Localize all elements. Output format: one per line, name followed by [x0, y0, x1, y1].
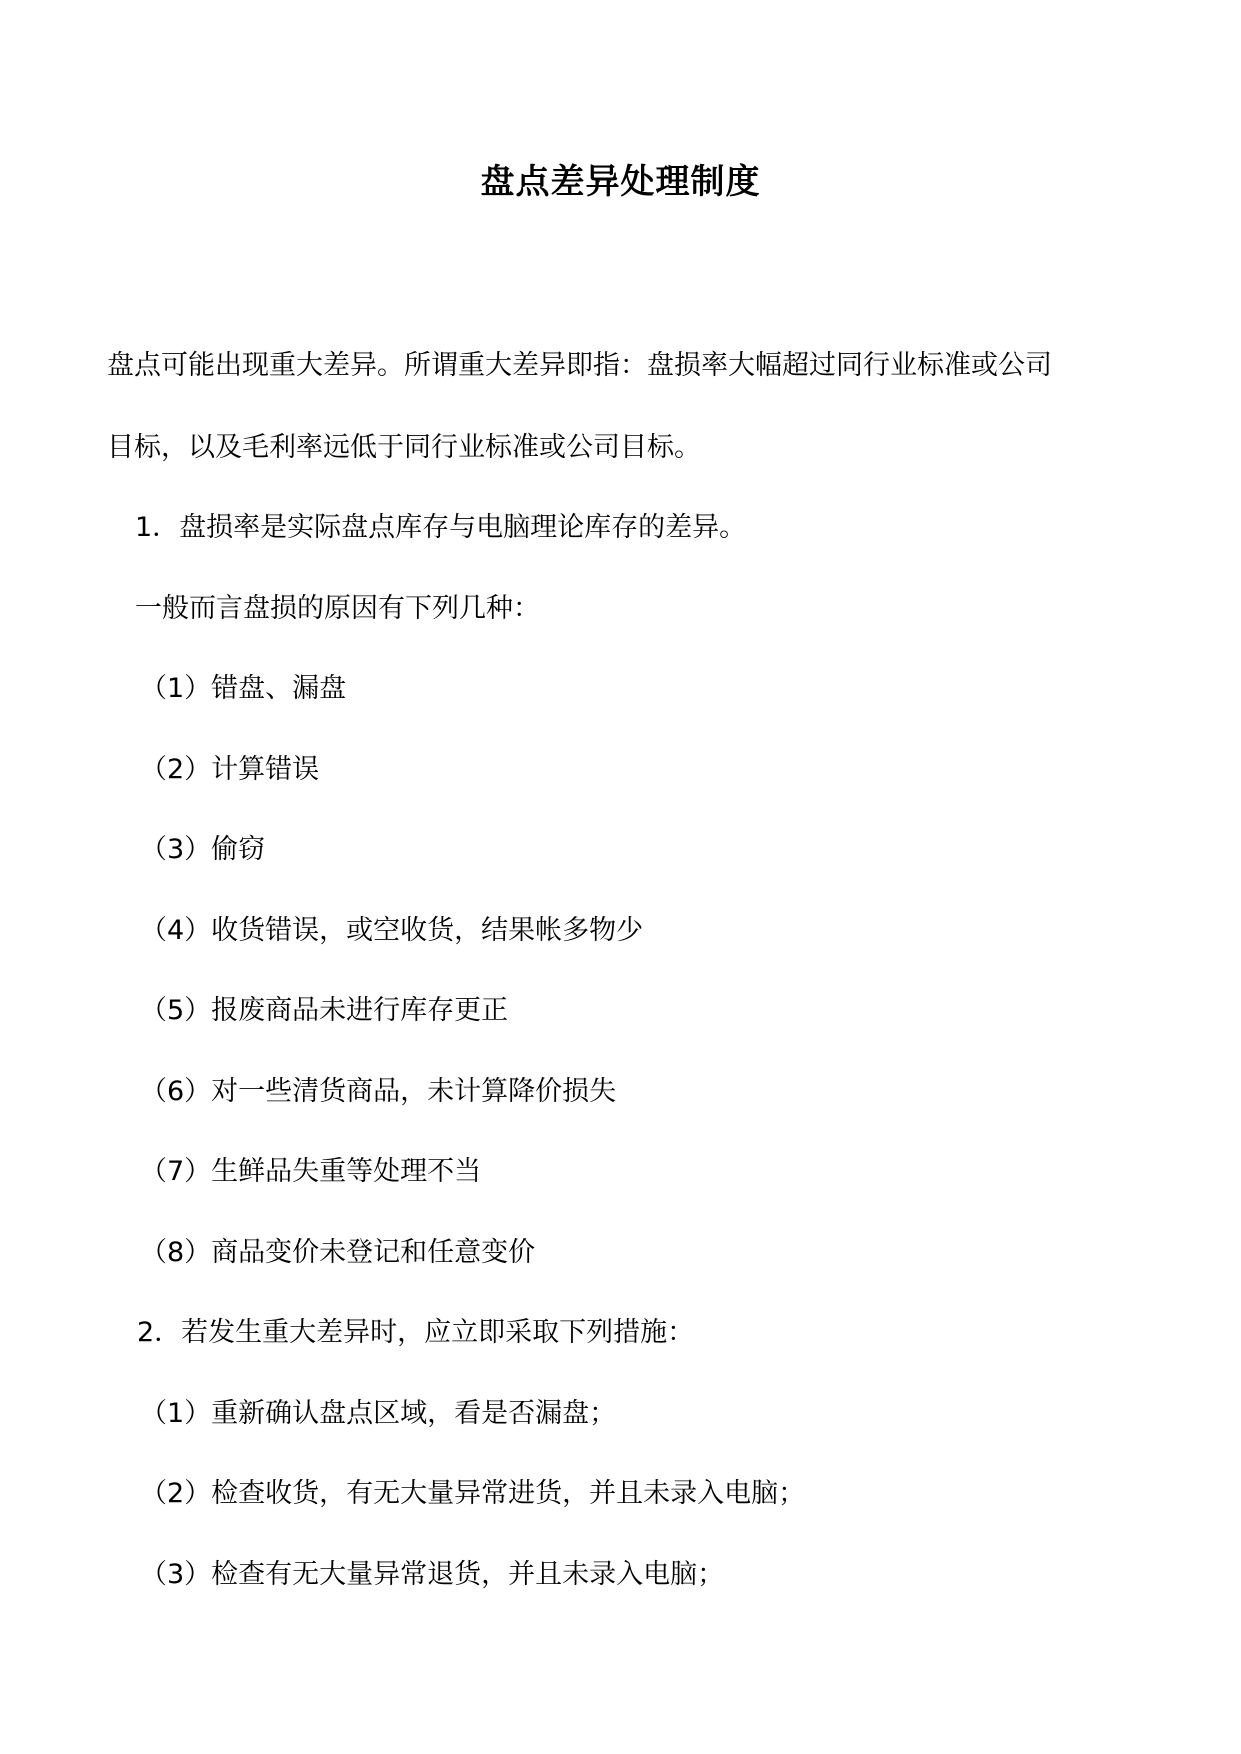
list-item: （5）报废商品未进行库存更正	[140, 995, 509, 1026]
list-item: （3）偷窃	[140, 834, 266, 865]
list-item: （3）检查有无大量异常退货，并且未录入电脑；	[140, 1559, 725, 1590]
list-item: （7）生鲜品失重等处理不当	[140, 1156, 482, 1187]
section-2-heading: 2．若发生重大差异时，应立即采取下列措施：	[137, 1317, 695, 1348]
section-1-heading: 1．盘损率是实际盘点库存与电脑理论库存的差异。	[135, 512, 747, 543]
list-item: （1）错盘、漏盘	[140, 673, 347, 704]
list-item: （8）商品变价未登记和任意变价	[140, 1237, 536, 1268]
list-item: （2）检查收货，有无大量异常进货，并且未录入电脑；	[140, 1478, 806, 1509]
intro-paragraph-line-1: 盘点可能出现重大差异。所谓重大差异即指：盘损率大幅超过同行业标准或公司	[107, 350, 1052, 381]
list-item: （1）重新确认盘点区域，看是否漏盘；	[140, 1398, 617, 1429]
list-item: （6）对一些清货商品，未计算降价损失	[140, 1076, 617, 1107]
page-title: 盘点差异处理制度	[480, 162, 761, 202]
list-item: （4）收货错误，或空收货，结果帐多物少	[140, 915, 644, 946]
list-item: （2）计算错误	[140, 754, 320, 785]
section-1-subheading: 一般而言盘损的原因有下列几种：	[135, 593, 540, 624]
intro-paragraph-line-2: 目标，以及毛利率远低于同行业标准或公司目标。	[107, 432, 701, 463]
